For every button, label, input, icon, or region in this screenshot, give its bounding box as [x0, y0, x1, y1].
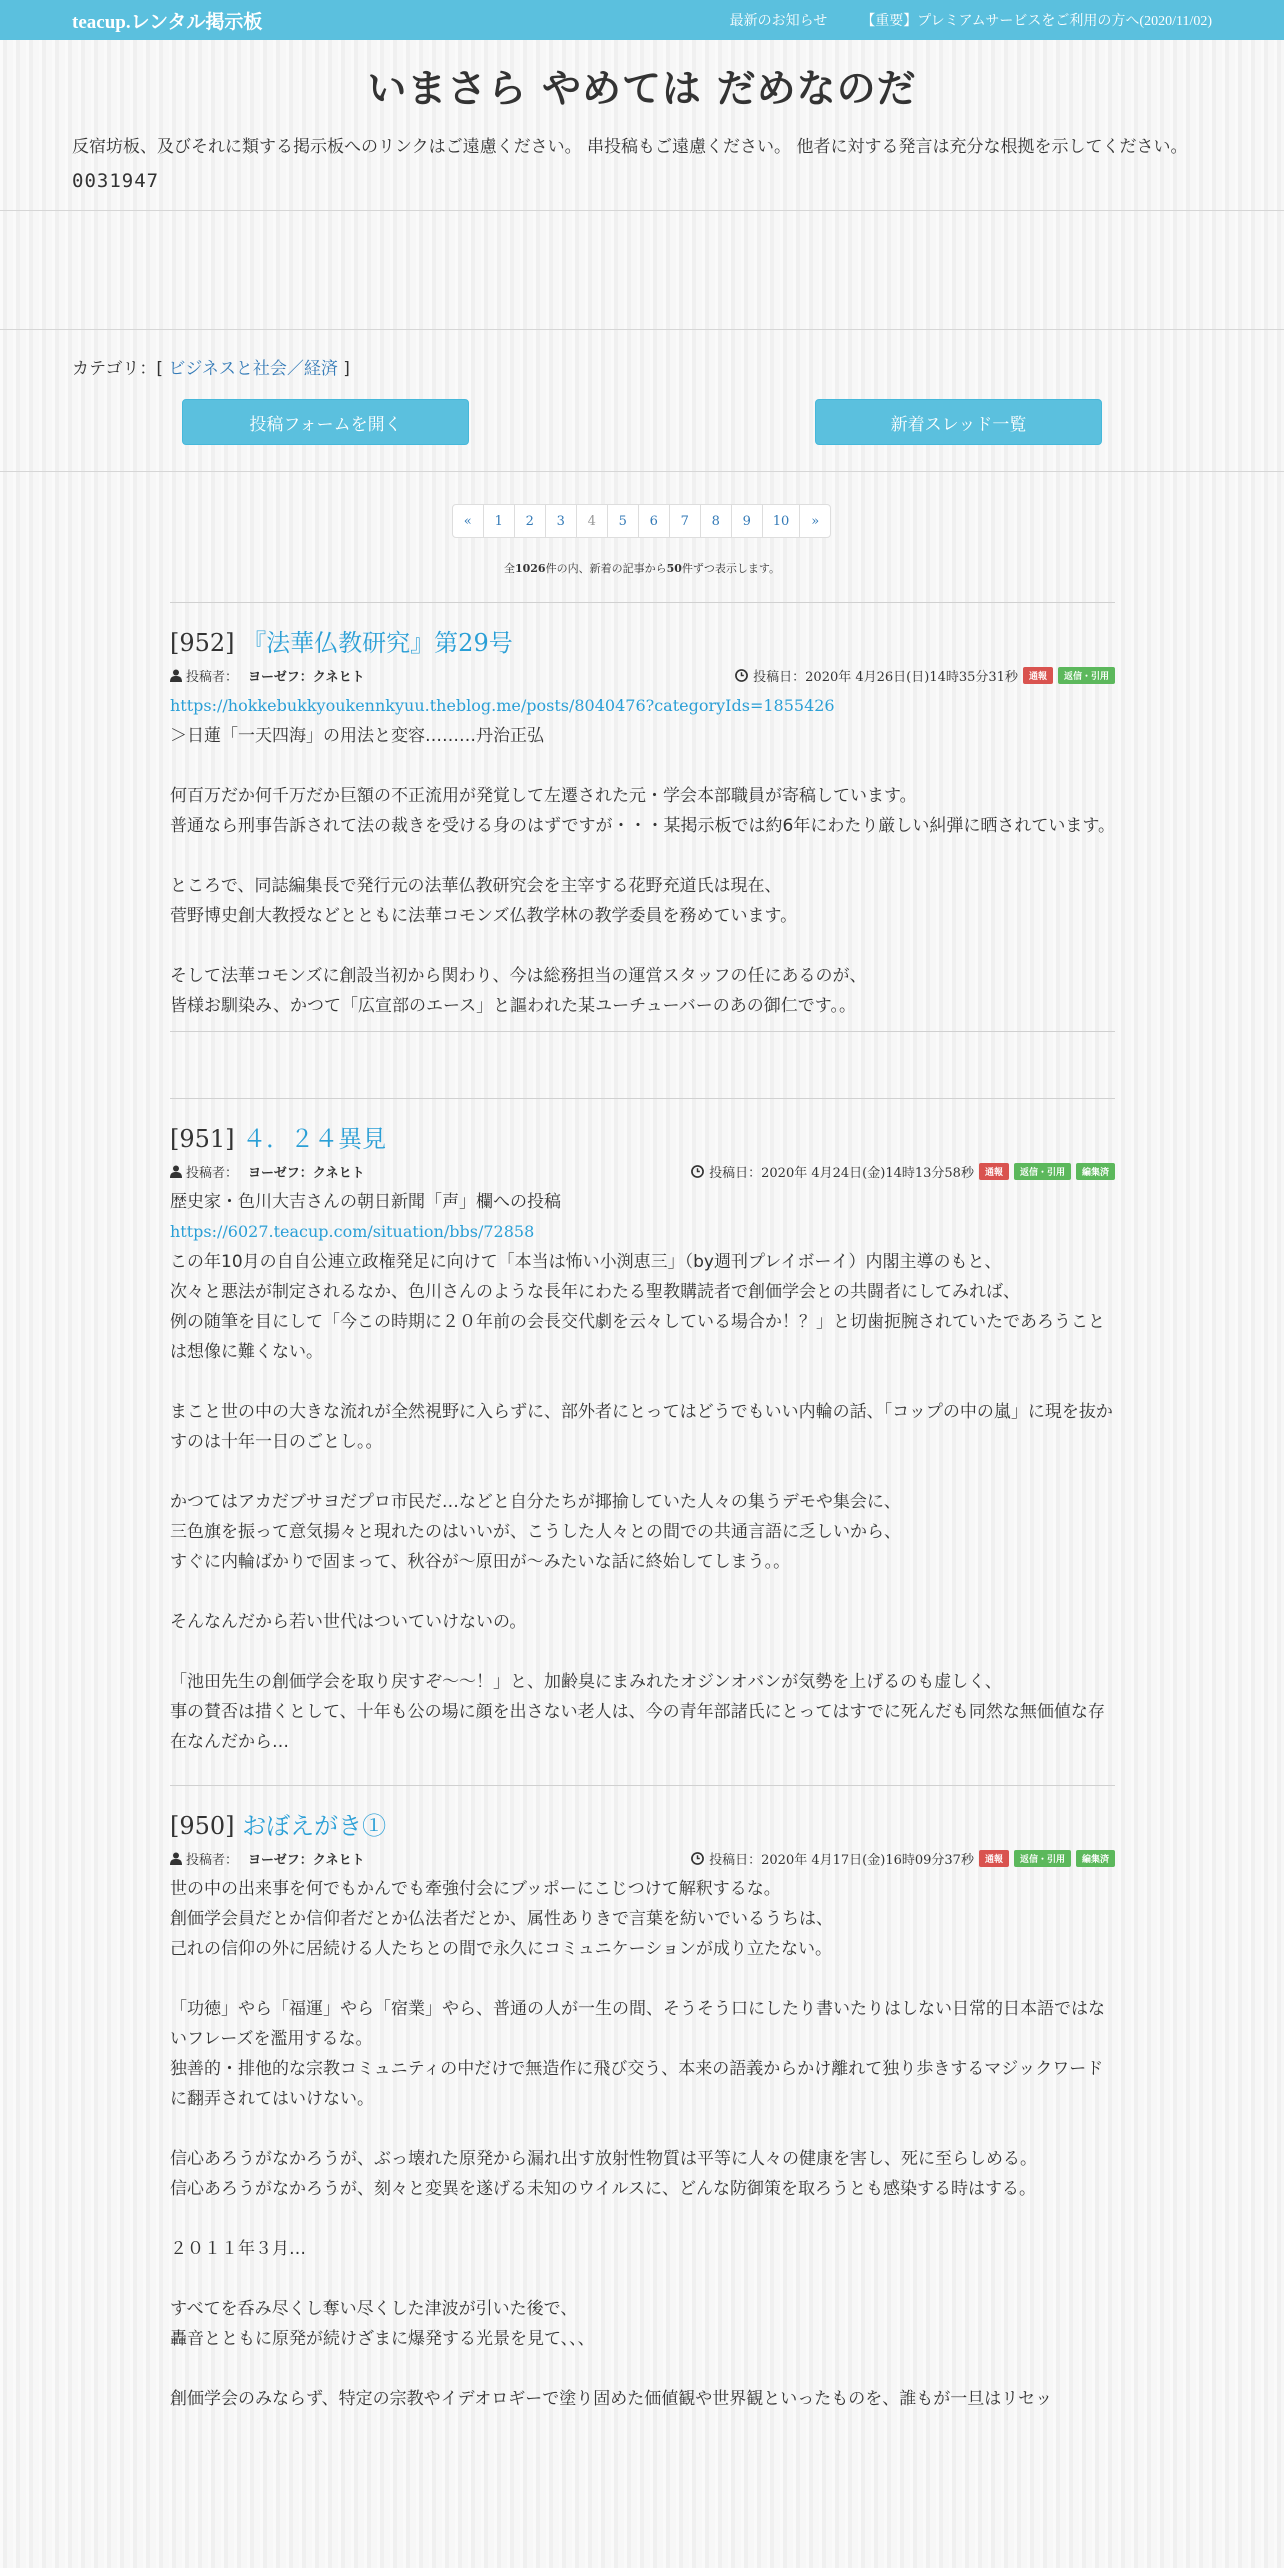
post-title-link[interactable]: おぼえがき① [242, 1812, 387, 1840]
post-meta-right [735, 666, 1115, 685]
report-badge[interactable]: 通報 [979, 1163, 1009, 1180]
board-header [0, 40, 1284, 210]
post-item [170, 602, 1115, 1032]
user-icon [170, 669, 182, 682]
pager-page[interactable]: 5 [607, 504, 639, 538]
clock-icon [735, 669, 748, 682]
access-counter: 0031947 [72, 170, 160, 192]
category-prefix: カテゴリ：[ [72, 359, 163, 379]
post-link[interactable]: https://6027.teacup.com/situation/bbs/72858 [170, 1222, 535, 1241]
category-suffix: ] [343, 359, 350, 379]
post-item [170, 1785, 1115, 2414]
pager-page[interactable]: 2 [514, 504, 546, 538]
post-count-info: 全1026件の内、新着の記事から50件ずつ表示します。 [503, 562, 781, 575]
divider [0, 471, 1284, 472]
post-title-link[interactable]: 『法華仏教研究』第29号 [242, 629, 513, 657]
edited-badge: 編集済 [1076, 1850, 1115, 1867]
post-title [170, 1119, 1115, 1154]
pager-page[interactable]: 10 [762, 504, 801, 538]
post-meta [170, 1849, 1115, 1868]
post-meta [170, 1162, 1115, 1181]
pager-page[interactable]: 9 [731, 504, 763, 538]
latest-news-link[interactable]: 最新のお知らせ [729, 14, 828, 29]
report-badge[interactable]: 通報 [979, 1850, 1009, 1867]
new-threads-button[interactable]: 新着スレッド一覧 [815, 399, 1102, 445]
user-icon [170, 1852, 182, 1865]
category-row [0, 330, 1284, 379]
pager-page[interactable]: 8 [700, 504, 732, 538]
author-label: 投稿者： [186, 670, 239, 685]
post-number: [952] [170, 629, 235, 657]
open-post-form-button[interactable]: 投稿フォームを開く [182, 399, 469, 445]
user-icon [170, 1165, 182, 1178]
edited-badge: 編集済 [1076, 1163, 1115, 1180]
pager-page-current[interactable]: 4 [576, 504, 608, 538]
pager-page[interactable]: 6 [638, 504, 670, 538]
action-buttons [0, 379, 1284, 471]
post-date: 投稿日：2020年 4月24日(金)14時13分58秒 [709, 1166, 974, 1181]
clock-icon [691, 1852, 704, 1865]
post-author: ヨーゼフ：クネヒト [248, 1166, 365, 1181]
reply-quote-badge[interactable]: 返信・引用 [1014, 1163, 1071, 1180]
author-label: 投稿者： [186, 1166, 239, 1181]
clock-icon [691, 1165, 704, 1178]
post-item [170, 1098, 1115, 1757]
post-body: 世の中の出来事を何でもかんでも牽強付会にブッポーにこじつけて解釈するな。 創価学会員だとか信仰者だとか仏法者だとか、属性ありきで言葉を紡いでいるうちは、 己れの信仰の外に居続ける人たちとの間で永久にコミュニケーションが成り立たない。 「功徳」やら「福運」やら「宿業」やら、普通の人が一生の間、そうそう口にしたり書いたりはしない日常的日本語ではないフレーズを濫用するな。 独善的・排他的な宗教コミュニティの中だけで無造作に飛び交う、本来の語義からかけ離れて独り歩きするマジックワードに翻弄されてはいけない。 信心あろうがなかろうが、ぶっ壊れた原発から漏れ出す放射性物質は平等に人々の健康を害し、死に至らしめる。 信心あろうがなかろうが、刻々と変異を遂げる未知のウイルスに、どんな防御策を取ろうとも感染する時はする。 ２０１１年３月… すべてを呑み尽くし奪い尽くした津波が引いた後で、 轟音とともに原発が続けざまに爆発する光景を見て、、、 創価学会のみならず、特定の宗教やイデオロギーで塗り固めた価値観や世界観といったものを、誰もが一旦はリセッ [170, 1879, 1105, 2409]
site-brand-link[interactable]: teacup.レンタル掲示板 [72, 11, 263, 33]
post-title-link[interactable]: ４．２４異見 [242, 1125, 387, 1153]
premium-notice-link[interactable]: 【重要】プレミアムサービスをご利用の方へ(2020/11/02) [861, 14, 1212, 29]
top-navbar [0, 0, 1284, 40]
post-title [170, 623, 1115, 658]
board-notice: 反宿坊板、及びそれに類する掲示板へのリンクはご遠慮ください。 串投稿もご遠慮ください。 他者に対する発言は充分な根拠を示してください。 [72, 137, 1188, 157]
post-list [0, 602, 1284, 2414]
report-badge[interactable]: 通報 [1023, 667, 1053, 684]
post-author: ヨーゼフ：クネヒト [248, 670, 365, 685]
pager-page[interactable]: 1 [483, 504, 515, 538]
pager-next[interactable]: » [799, 504, 831, 538]
reply-quote-badge[interactable]: 返信・引用 [1014, 1850, 1071, 1867]
spacer [170, 1032, 1115, 1072]
post-body: 歴史家・色川大吉さんの朝日新聞「声」欄への投稿 https://6027.teacup.com/situation/bbs/72858 この年10月の自自公連立政権発足に向けて「本当は怖い小渕恵三」（by週刊プレイボーイ）内閣主導のもと、 次々と悪法が制定されるなか、色川さんのような長年にわたる聖教購読者で創価学会との共闘者にしてみれば、 例の随筆を目にして「今この時期に２０年前の会長交代劇を云々している場合か！？」と切歯扼腕されていたであろうことは想像に難くない。 まこと世の中の大きな流れが全然視野に入らずに、部外者にとってはどうでもいい内輪の話、「コップの中の嵐」に現を抜かすのは十年一日のごとし。。 かつてはアカだブサヨだプロ市民だ…などと自分たちが揶揄していた人々の集うデモや集会に、 三色旗を振って意気揚々と現れたのはいいが、こうした人々との間での共通言語に乏しいから、 すぐに内輪ばかりで固まって、秋谷が～原田が～みたいな話に終始してしまう。。 そんなんだから若い世代はついていけないの。 「池田先生の創価学会を取り戻すぞ～～！」と、加齢臭にまみれたオジンオバンが気勢を上げるのも虚しく、 事の賛否は措くとして、十年も公の場に顔を出さない老人は、今の青年部諸氏にとってはすでに死んだも同然な無価値な存在なんだから… [170, 1192, 1113, 1752]
post-body: https://hokkebukkyoukennkyuu.theblog.me/posts/8040476?categoryIds=1855426 ＞日蓮「一天四海」の用法と変容………丹治正弘 何百万だか何千万だか巨額の不正流用が発覚して左遷された元・学会本部職員が寄稿しています。 普通なら刑事告訴されて法の裁きを受ける身のはずですが・・・某掲示板では約6年にわたり厳しい糾弾に晒されています。 ところで、同誌編集長で発行元の法華仏教研究会を主宰する花野充道氏は現在、 菅野博史創大教授などとともに法華コモンズ仏教学林の教学委員を務めています。 そして法華コモンズに創設当初から関わり、今は総務担当の運営スタッフの任にあるのが、 皆様お馴染み、かつて「広宣部のエース」と謳われた某ユーチューバーのあの御仁です。。 [170, 696, 1115, 1016]
post-title [170, 1806, 1115, 1841]
post-author: ヨーゼフ：クネヒト [248, 1853, 365, 1868]
post-meta [170, 666, 1115, 685]
post-meta-right [691, 1849, 1115, 1868]
board-title: いまさら やめては だめなのだ [367, 67, 917, 112]
post-date: 投稿日：2020年 4月17日(金)16時09分37秒 [709, 1853, 974, 1868]
ad-area [0, 211, 1284, 329]
post-date: 投稿日：2020年 4月26日(日)14時35分31秒 [753, 670, 1018, 685]
pager-page[interactable]: 3 [545, 504, 577, 538]
author-label: 投稿者： [186, 1853, 239, 1868]
category-link[interactable]: ビジネスと社会／経済 [168, 359, 338, 379]
pager-page[interactable]: 7 [669, 504, 701, 538]
post-link[interactable]: https://hokkebukkyoukennkyuu.theblog.me/posts/8040476?categoryIds=1855426 [170, 696, 835, 715]
topbar-links [730, 10, 1212, 30]
post-number: [950] [170, 1812, 235, 1840]
pagination [0, 504, 1284, 538]
pager-prev[interactable]: « [452, 504, 484, 538]
reply-quote-badge[interactable]: 返信・引用 [1058, 667, 1115, 684]
post-number: [951] [170, 1125, 235, 1153]
post-meta-right [691, 1162, 1115, 1181]
